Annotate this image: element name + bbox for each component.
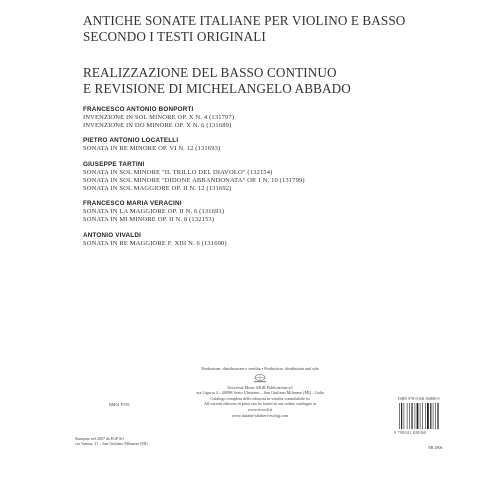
work-item: SONATA IN SOL MINORE "IL TRILLO DEL DIAVOLO" (132154) bbox=[83, 168, 273, 176]
printer-info bbox=[75, 436, 148, 446]
publisher-line: via Liguria 4 – 20098 Sesto Ulteriano – San Giuliano Milanese (MI) – Italia bbox=[196, 390, 324, 396]
work-item: SONATA IN RE MINORE OP. VI N. 12 (131693) bbox=[83, 145, 221, 153]
composer-name: GIUSEPPE TARTINI bbox=[83, 160, 145, 168]
composer-section bbox=[83, 231, 463, 248]
publisher-line: Universal Music MGB Publications srl bbox=[227, 384, 293, 390]
product-code: NR 2806 bbox=[428, 445, 443, 450]
printer-line: Stampato nel 2007 da EGP Srl bbox=[75, 436, 124, 441]
work-item: SONATA IN RE MAGGIORE F. XIII N. 6 (131690) bbox=[83, 239, 227, 247]
website-link[interactable]: www.ricordi.it bbox=[247, 406, 273, 412]
work-item: SONATA IN SOL MAGGIORE OP. II N. 12 (131692) bbox=[83, 185, 232, 193]
composer-section bbox=[83, 160, 463, 194]
composer-section bbox=[83, 105, 463, 130]
distribution-line: Produzione, distribuzione e vendita • Production, distribution and sale bbox=[201, 366, 319, 371]
catalogue-line: All current editions in print can be found in our online catalogue at bbox=[203, 401, 317, 407]
subtitle-line-1: REALIZZAZIONE DEL BASSO CONTINUO bbox=[83, 65, 337, 80]
composer-name: PIETRO ANTONIO LOCATELLI bbox=[83, 137, 179, 145]
work-item: INVENZIONE IN SOL MINORE OP. X N. 4 (131797) bbox=[83, 114, 235, 121]
publisher-logo-icon bbox=[251, 374, 269, 383]
work-item: SONATA IN LA MAGGIORE OP. II N. 6 (131691) bbox=[83, 208, 225, 216]
work-item: INVENZIONE IN DO MINORE OP. X N. 6 (131689) bbox=[83, 122, 232, 130]
isbn-label: ISBN 978-0-041-82806-0 bbox=[398, 396, 440, 401]
title-line-2: SECONDO I TESTI ORIGINALI bbox=[83, 28, 266, 44]
composer-list bbox=[83, 105, 463, 254]
website-link[interactable]: www.durand-salabert-eschig.com bbox=[231, 412, 289, 418]
composer-section bbox=[83, 199, 463, 224]
composer-name: ANTONIO VIVALDI bbox=[83, 231, 142, 239]
barcode-icon bbox=[398, 403, 442, 429]
composer-name: FRANCESCO ANTONIO BONPORTI bbox=[83, 106, 194, 113]
title-line-1: ANTICHE SONATE ITALIANE PER VIOLINO E BASSO bbox=[83, 13, 406, 28]
collection-subtitle bbox=[83, 65, 483, 96]
work-item: SONATA IN MI MINORE OP. II N. 8 (132153) bbox=[83, 216, 215, 224]
collection-title bbox=[83, 13, 483, 44]
composer-section bbox=[83, 136, 463, 153]
subtitle-line-2: E REVISIONE DI MICHELANGELO ABBADO bbox=[83, 80, 351, 96]
publisher-info bbox=[150, 366, 370, 418]
work-item: SONATA IN SOL MINORE "DIDONE ABBANDONATA" OP. I N. 10 (131799) bbox=[83, 176, 305, 184]
catalogue-line: Catalogo completo delle edizioni in vendita consultabile su bbox=[210, 395, 310, 401]
printer-line: via Vanosa, 21 – San Giuliano Milanese (MI) bbox=[75, 441, 148, 446]
barcode-number: 9 790041 828060 bbox=[394, 430, 427, 435]
catalogue-code: BM01 P159 bbox=[109, 402, 130, 407]
composer-name: FRANCESCO MARIA VERACINI bbox=[83, 200, 182, 208]
